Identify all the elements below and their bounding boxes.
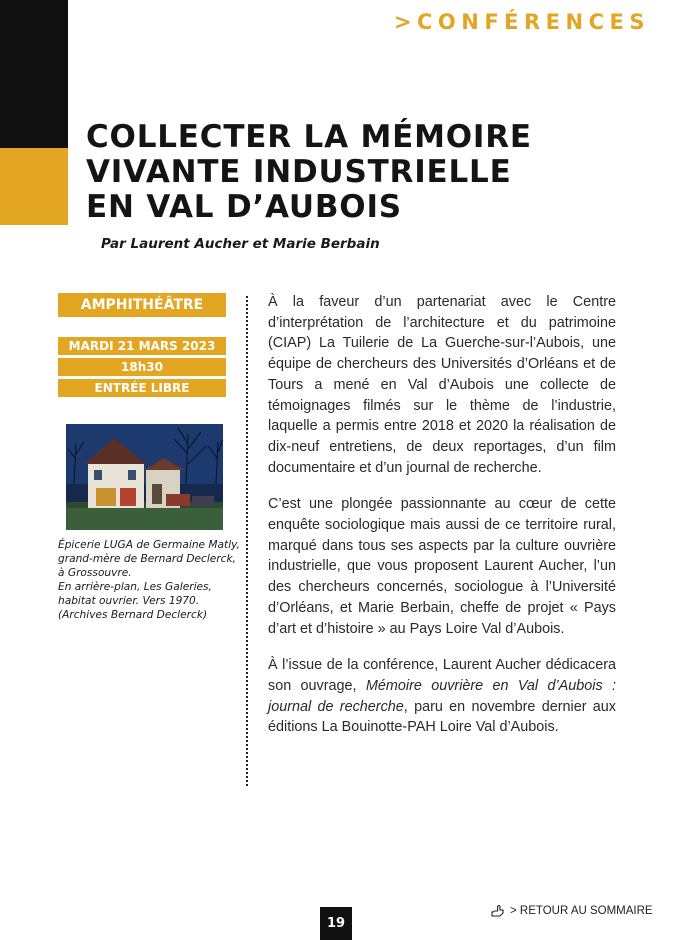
page-number: 19	[320, 907, 352, 940]
caption-line: habitat ouvrier. Vers 1970.	[58, 595, 200, 607]
author-byline: Par Laurent Aucher et Marie Berbain	[101, 236, 380, 252]
paragraph-2: C’est une plongée passionnante au cœur de cette enquête sociologique mais aussi de ce territoire rural, marqué dans tous ses aspects par la culture ouvrière industrielle, que vous proposent Laurent Aucher, l’un des chercheurs concernés, sociologue à l’Université d’Orléans, et Marie Berbain, cheffe de projet « Pays d’art et d’histoire » au Pays Loire Val d’Aubois.	[268, 496, 616, 637]
entry-tag: ENTRÉE LIBRE	[58, 379, 226, 397]
paragraph-3	[268, 655, 616, 738]
caption-line: à Grossouvre.	[58, 567, 132, 579]
photo-caption	[58, 538, 238, 622]
paragraph-1: À la faveur d’un partenariat avec le Centre d’interprétation de l’architecture et du patrimoine (CIAP) La Tuilerie de La Guerche-sur-l’Aubois, une équipe de chercheurs des Universités d’Orléans et de Tours a mené en Val d’Aubois une collecte de témoignages filmés sur le thème de l’industrie, laquelle a permis entre 2018 et 2020 la réalisation de dix-neuf entretiens, de deux reportages, d’un film documentaire et d’un journal de recherche.	[268, 294, 616, 476]
grocery-store-photo	[66, 424, 223, 530]
hand-pointer-icon	[490, 904, 506, 918]
date-tag: MARDI 21 MARS 2023	[58, 337, 226, 355]
caption-line: grand-mère de Bernard Declerck,	[58, 553, 236, 565]
black-accent-bar	[0, 0, 68, 148]
dotted-divider	[246, 296, 248, 786]
back-to-summary-label: > RETOUR AU SOMMAIRE	[510, 905, 653, 917]
title-line-3: EN VAL D’AUBOIS	[86, 189, 402, 225]
title-line-1: COLLECTER LA MÉMOIRE	[86, 119, 532, 155]
book-title: Mémoire ouvrière en Val d’Aubois : journal de recherche	[268, 677, 617, 715]
title-line-2: VIVANTE INDUSTRIELLE	[86, 154, 512, 190]
venue-tag: AMPHITHÉÂTRE	[58, 293, 226, 317]
caption-line: (Archives Bernard Declerck)	[58, 609, 208, 621]
paragraph-3-end: , paru en novembre dernier aux éditions La Bouinotte-PAH Loire Val d’Aubois.	[268, 698, 616, 736]
section-label: >CONFÉRENCES	[393, 10, 650, 34]
article-body	[268, 292, 616, 754]
time-tag: 18h30	[58, 358, 226, 376]
caption-line: En arrière-plan, Les Galeries,	[58, 581, 212, 593]
back-to-summary-link[interactable]	[490, 904, 653, 918]
paragraph-3-start: À l’issue de la conférence, Laurent Aucher dédicacera son ouvrage,	[268, 657, 616, 694]
gold-accent-bar	[0, 148, 68, 225]
caption-line: Épicerie LUGA de Germaine Matly,	[58, 539, 240, 551]
article-title	[86, 120, 646, 225]
